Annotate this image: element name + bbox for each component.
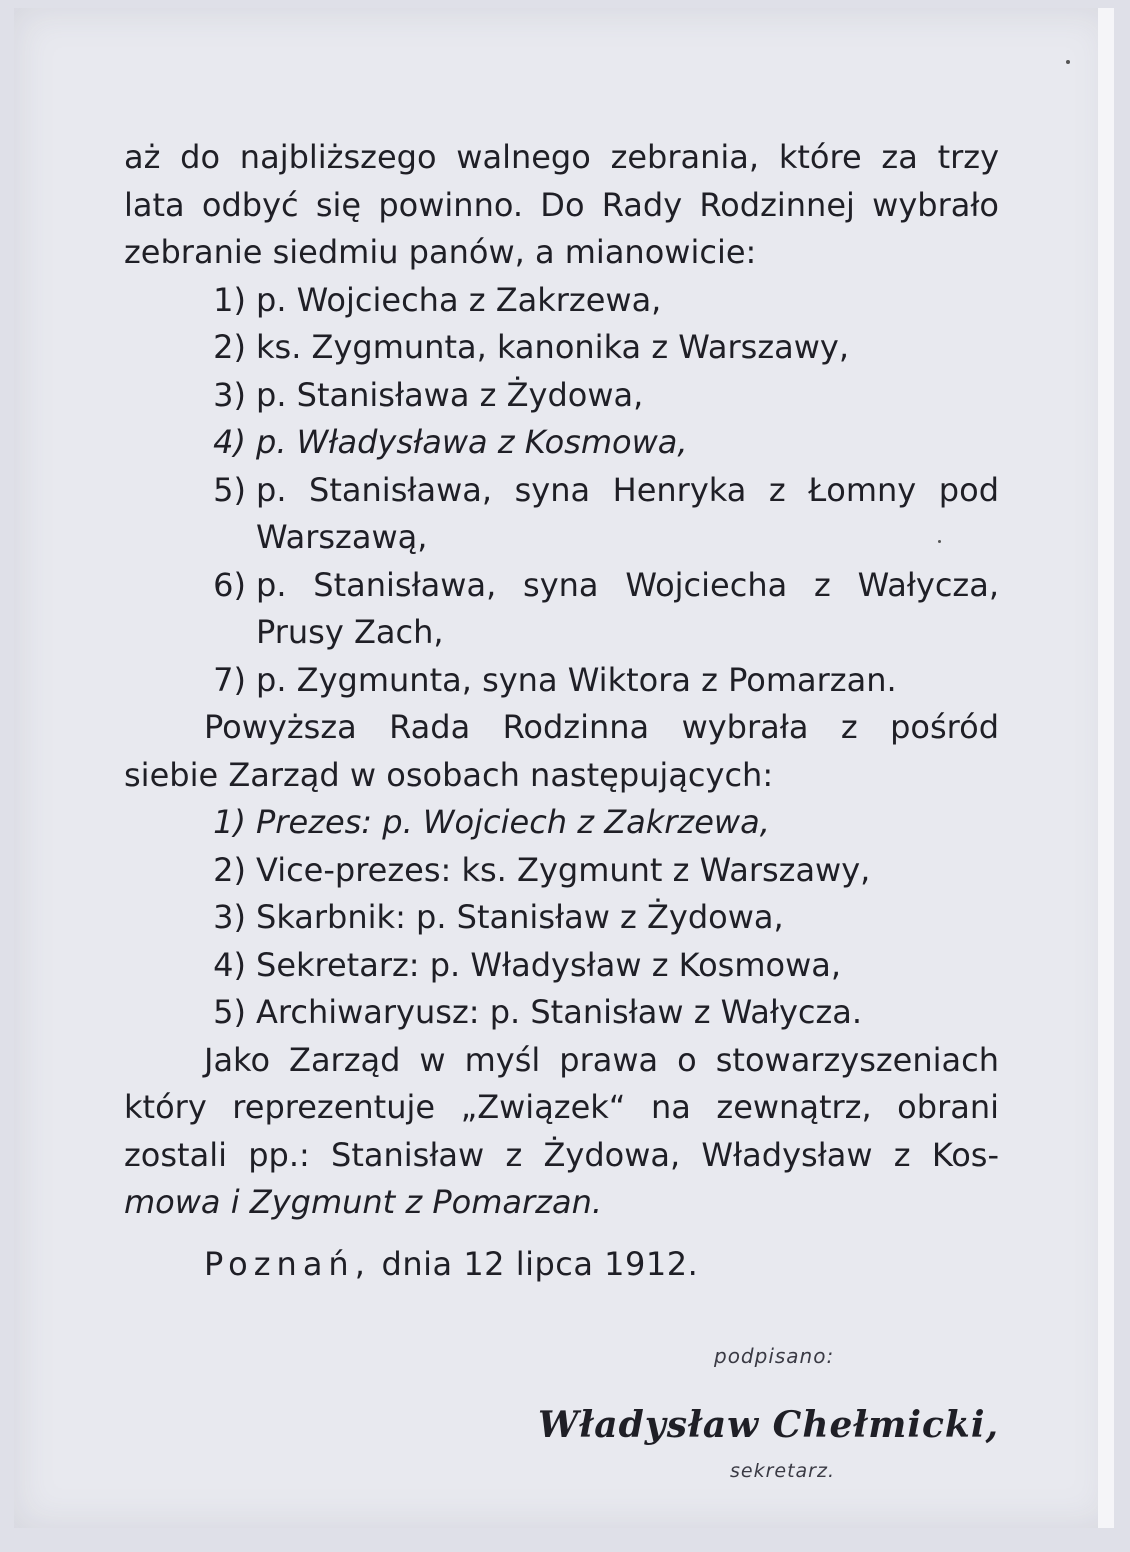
- item-number: 2): [213, 850, 246, 889]
- council-item: [124, 277, 999, 325]
- closing-line: mowa i Zygmunt z Pomarzan.: [124, 1183, 603, 1221]
- item-continuation: Warszawą,: [256, 518, 428, 556]
- item-number: 4): [213, 945, 246, 984]
- item-number: 5): [213, 993, 246, 1031]
- signature-role: sekretarz.: [730, 1460, 836, 1482]
- item-text: Archiwaryusz: p. Stanisław z Wałycza.: [256, 993, 863, 1031]
- item-number: 3): [213, 375, 246, 414]
- council-item: [124, 372, 999, 420]
- council-item: [124, 467, 999, 515]
- board-intro-line: siebie Zarząd w osobach następujących:: [124, 755, 774, 794]
- page-edge: [1098, 8, 1114, 1528]
- closing-line: który reprezentuje „Związek“ na zewnątrz, obrani: [124, 1088, 999, 1126]
- date-city: Poznań,: [204, 1244, 371, 1283]
- item-text: p. Władysława z Kosmowa,: [256, 423, 688, 461]
- item-number: 5): [213, 470, 246, 509]
- intro-line: lata odbyć się powinno. Do Rady Rodzinnej wybrało: [124, 185, 999, 224]
- board-item: [124, 799, 999, 847]
- item-text: ks. Zygmunta, kanonika z Warszawy,: [256, 328, 849, 366]
- board-item: [124, 847, 999, 895]
- item-text: Prezes: p. Wojciech z Zakrzewa,: [256, 803, 770, 841]
- board-intro-line: Powyższa Rada Rodzinna wybrała z pośród: [204, 708, 999, 746]
- item-text: p. Wojciecha z Zakrzewa,: [256, 280, 662, 319]
- council-item: [124, 562, 999, 610]
- board-item: [124, 942, 999, 990]
- item-number: 3): [213, 898, 246, 936]
- item-number: 1): [213, 803, 246, 841]
- date-text: dnia 12 lipca 1912.: [381, 1244, 699, 1283]
- item-text: p. Stanisława, syna Henryka z Łomny pod: [256, 470, 999, 509]
- document-page: [14, 8, 1114, 1528]
- date-line: [124, 1241, 999, 1289]
- council-item: [124, 324, 999, 372]
- closing-line: Jako Zarząd w myśl prawa o stowarzyszeniach: [204, 1040, 999, 1079]
- council-item: [124, 657, 999, 705]
- item-number: 6): [213, 565, 246, 604]
- item-text: Vice-prezes: ks. Zygmunt z Warszawy,: [256, 850, 871, 889]
- item-continuation: Prusy Zach,: [256, 613, 444, 651]
- item-text: p. Zygmunta, syna Wiktora z Pomarzan.: [256, 660, 897, 699]
- item-text: Skarbnik: p. Stanisław z Żydowa,: [256, 898, 784, 936]
- council-item: [124, 419, 999, 467]
- item-number: 7): [213, 660, 246, 699]
- item-text: p. Stanisława z Żydowa,: [256, 375, 644, 414]
- intro-line: zebranie siedmiu panów, a mianowicie:: [124, 233, 757, 271]
- paper-speck: [938, 540, 941, 543]
- item-number: 4): [213, 423, 246, 461]
- item-number: 2): [213, 328, 246, 366]
- board-item: [124, 894, 999, 942]
- board-item: [124, 989, 999, 1037]
- item-text: Sekretarz: p. Władysław z Kosmowa,: [256, 945, 842, 984]
- intro-line: aż do najbliższego walnego zebrania, które za trzy: [124, 138, 999, 176]
- paper-speck: [1066, 60, 1070, 64]
- document-body: [124, 134, 999, 1288]
- item-text: p. Stanisława, syna Wojciecha z Wałycza,: [256, 565, 999, 604]
- item-number: 1): [213, 280, 246, 319]
- signature-name: Władysław Chełmicki,: [538, 1404, 1000, 1446]
- signed-label: podpisano:: [714, 1344, 835, 1368]
- closing-line: zostali pp.: Stanisław z Żydowa, Władysław z Kos-: [124, 1135, 999, 1174]
